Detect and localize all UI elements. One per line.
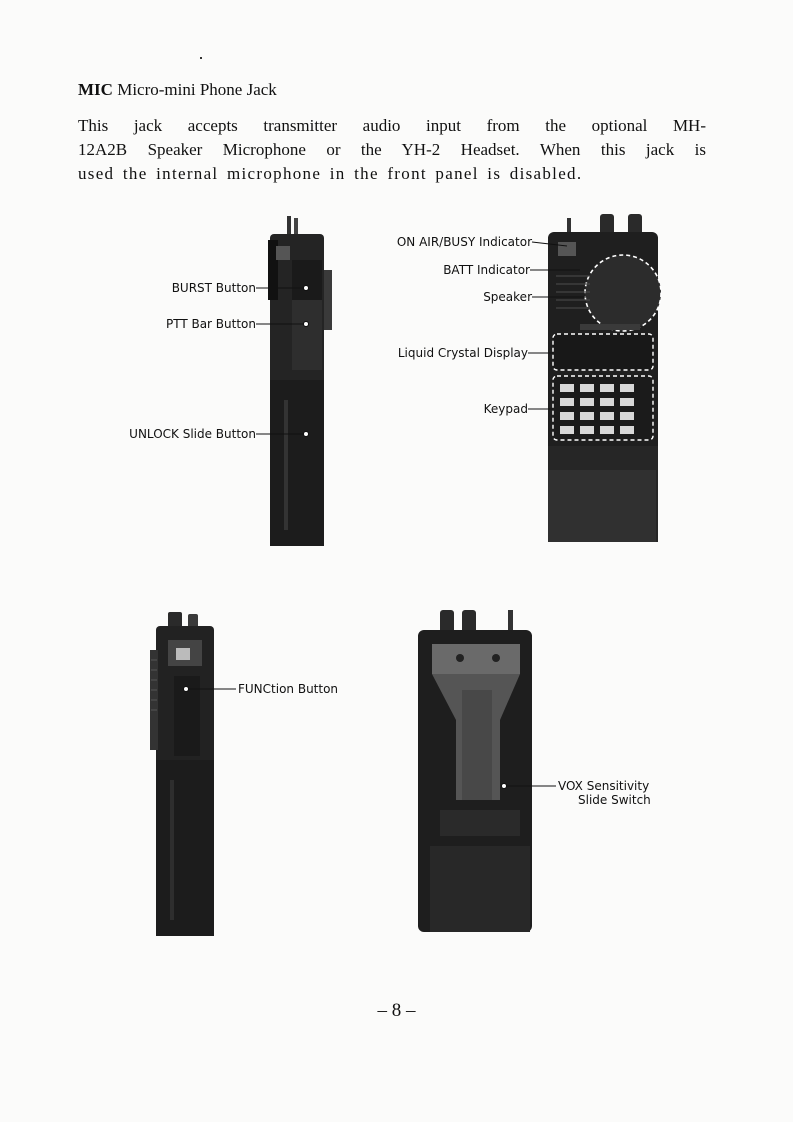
radio-side-view-1 [268,216,332,546]
radio-front-view [548,214,661,542]
heading-title: Micro-mini Phone Jack [117,80,277,99]
label-vox-slide-switch: Slide Switch [578,793,651,807]
label-on-air-busy-indicator: ON AIR/BUSY Indicator [396,235,532,249]
heading-key: MIC [78,80,113,99]
radio-back-view [418,610,532,932]
label-unlock-slide-button: UNLOCK Slide Button [129,427,256,441]
radio-side-view-2 [150,612,214,936]
label-speaker: Speaker [483,290,532,304]
label-liquid-crystal-display: Liquid Crystal Display [397,346,528,360]
label-keypad: Keypad [483,402,528,416]
label-batt-indicator: BATT Indicator [443,263,530,277]
label-burst-button: BURST Button [171,281,256,295]
paragraph-line: 12A2B Speaker Microphone or the YH-2 Headset. When this jack is [78,140,706,159]
page-number: – 8 – [377,1000,416,1021]
label-function-button: FUNCtion Button [238,682,339,696]
label-vox-sensitivity: VOX Sensitivity [558,779,650,793]
paragraph-line: This jack accepts transmitter audio input from the optional MH- [78,116,706,135]
paragraph-line: used the internal microphone in the front panel is disabled. [78,164,583,183]
label-ptt-bar-button: PTT Bar Button [165,317,256,331]
